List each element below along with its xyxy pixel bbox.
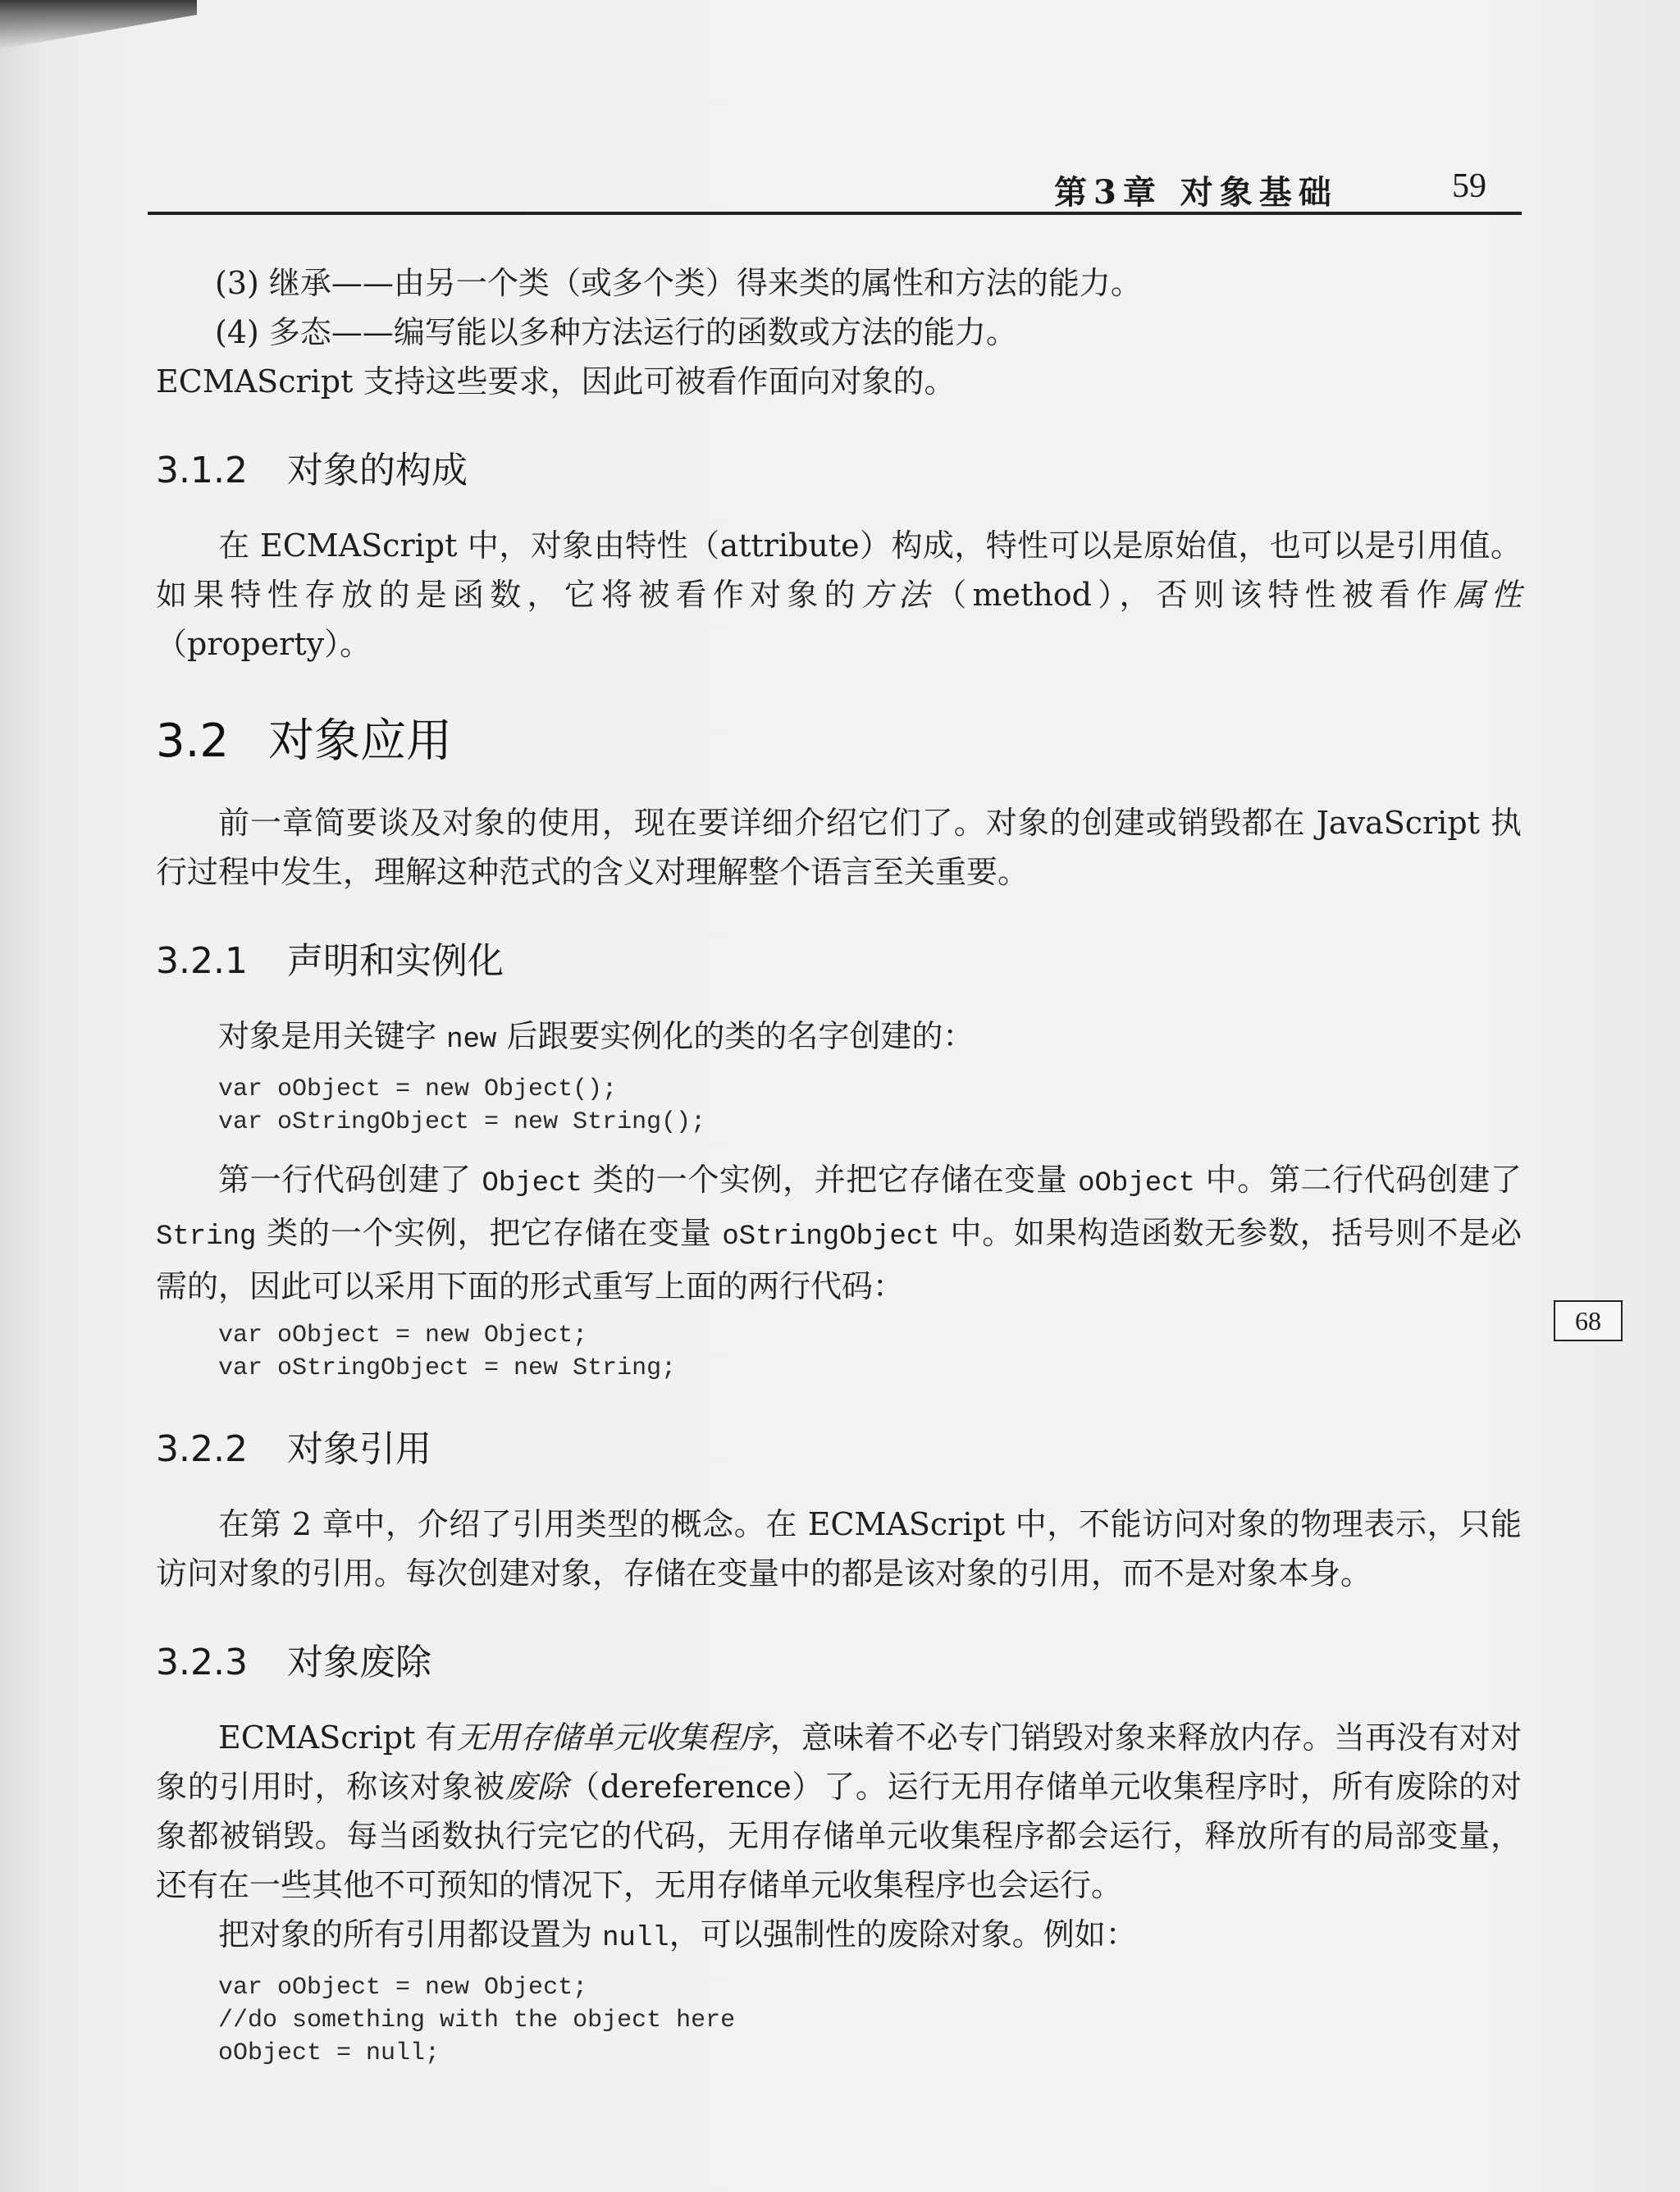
section-heading-3-2-2 <box>156 1419 1522 1472</box>
term-emphasis: 方法 <box>861 577 936 613</box>
term-emphasis: 属性 <box>1453 577 1522 613</box>
section-heading-3-2 <box>156 705 1522 770</box>
paragraph: 前一章简要谈及对象的使用，现在要详细介绍它们了。对象的创建或销毁都在 JavaScript 执行过程中发生，理解这种范式的含义对理解整个语言至关重要。 <box>156 805 1522 890</box>
page-number: 59 <box>1452 167 1486 205</box>
section-title: 对象应用 <box>268 715 453 768</box>
code-block: var oObject = new Object; //do something with the object here oObject = null; <box>218 1974 736 2067</box>
code-keyword: null <box>602 1923 669 1954</box>
header-rule <box>148 212 1522 215</box>
margin-page-marker: 68 <box>1554 1300 1623 1341</box>
paragraph: 在第 2 章中，介绍了引用类型的概念。在 ECMAScript 中，不能访问对象的物理表示，只能访问对象的引用。每次创建对象，存储在变量中的都是该对象的引用，而不是对象本身。 <box>156 1506 1522 1591</box>
text-run: 第一行代码创建了 <box>218 1162 482 1198</box>
paragraph <box>156 1713 1522 1910</box>
section-title: 对象引用 <box>286 1428 431 1470</box>
running-head: 第3章 对象基础 <box>1054 173 1338 212</box>
section-heading-3-2-1 <box>156 931 1522 984</box>
code-block: var oObject = new Object; var oStringObject = new String; <box>218 1322 677 1382</box>
text-run: （method），否则该特性被看作 <box>935 577 1454 613</box>
code-block: var oObject = new Object(); var oStringObject = new String(); <box>218 1075 706 1136</box>
scan-corner-shadow <box>0 0 197 49</box>
code-keyword: new <box>446 1025 497 1056</box>
section-number: 3.2.1 <box>156 940 248 982</box>
section-heading-3-1-2 <box>156 441 1522 493</box>
section-title: 对象废除 <box>286 1642 431 1683</box>
section-number: 3.2.3 <box>156 1642 248 1683</box>
list-item: (4) 多态——编写能以多种方法运行的函数或方法的能力。 <box>215 314 1017 350</box>
text-run: 把对象的所有引用都设置为 <box>218 1916 603 1952</box>
text-run: ，意味着不必专门销毁对象来释放内存。当再没有对对象的引用时，称该对象被 <box>156 1719 1522 1805</box>
text-run: （property）。 <box>156 626 372 662</box>
term-emphasis: 无用存储单元收集程序 <box>456 1719 770 1756</box>
page-content <box>156 258 1522 2086</box>
section-title: 对象的构成 <box>286 450 468 491</box>
inline-code: Object <box>482 1168 582 1199</box>
text-run: 后跟要实例化的类的名字创建的： <box>496 1018 975 1054</box>
section-number: 3.1.2 <box>156 450 248 491</box>
section-title: 声明和实例化 <box>286 940 504 982</box>
text-run: 对象是用关键字 <box>218 1018 447 1054</box>
text-run: ，可以强制性的废除对象。例如： <box>669 1916 1137 1952</box>
list-item: (3) 继承——由另一个类（或多个类）得来类的属性和方法的能力。 <box>215 265 1142 301</box>
text-run: 中。第二行代码创建了 <box>1194 1162 1522 1198</box>
term-emphasis: 废除 <box>504 1769 569 1805</box>
section-number: 3.2.2 <box>156 1428 248 1470</box>
inline-code: String <box>156 1222 257 1253</box>
text-run: ECMAScript 有 <box>218 1719 457 1756</box>
text-run: 类的一个实例，并把它存储在变量 <box>582 1162 1079 1198</box>
paragraph <box>156 521 1522 669</box>
text-run: 在 ECMAScript 中，对象由特性（attribute）构成，特性可以是原始值，也可以是引用值。如果特性存放的是函数，它将被看作对象的 <box>156 527 1522 613</box>
paragraph <box>156 1155 1522 1311</box>
section-number: 3.2 <box>156 715 230 768</box>
text-run: 中。如果构造函数无参数，括号则不是必需的，因此可以采用下面的形式重写上面的两行代码： <box>156 1215 1522 1304</box>
inline-code: oObject <box>1078 1168 1195 1199</box>
section-heading-3-2-3 <box>156 1633 1522 1685</box>
paragraph: ECMAScript 支持这些要求，因此可被看作面向对象的。 <box>156 363 956 400</box>
inline-code: oStringObject <box>722 1222 940 1253</box>
text-run: 类的一个实例，把它存储在变量 <box>256 1215 723 1251</box>
paragraph <box>156 1012 1522 1065</box>
text-run: （dereference）了。运行无用存储单元收集程序时，所有废除的对象都被销毁。每当函数执行完它的代码，无用存储单元收集程序都会运行，释放所有的局部变量，还有在一些其他不可预知的情况下，无用存储单元收集程序也会运行。 <box>156 1769 1522 1903</box>
paragraph <box>156 1910 1522 1963</box>
